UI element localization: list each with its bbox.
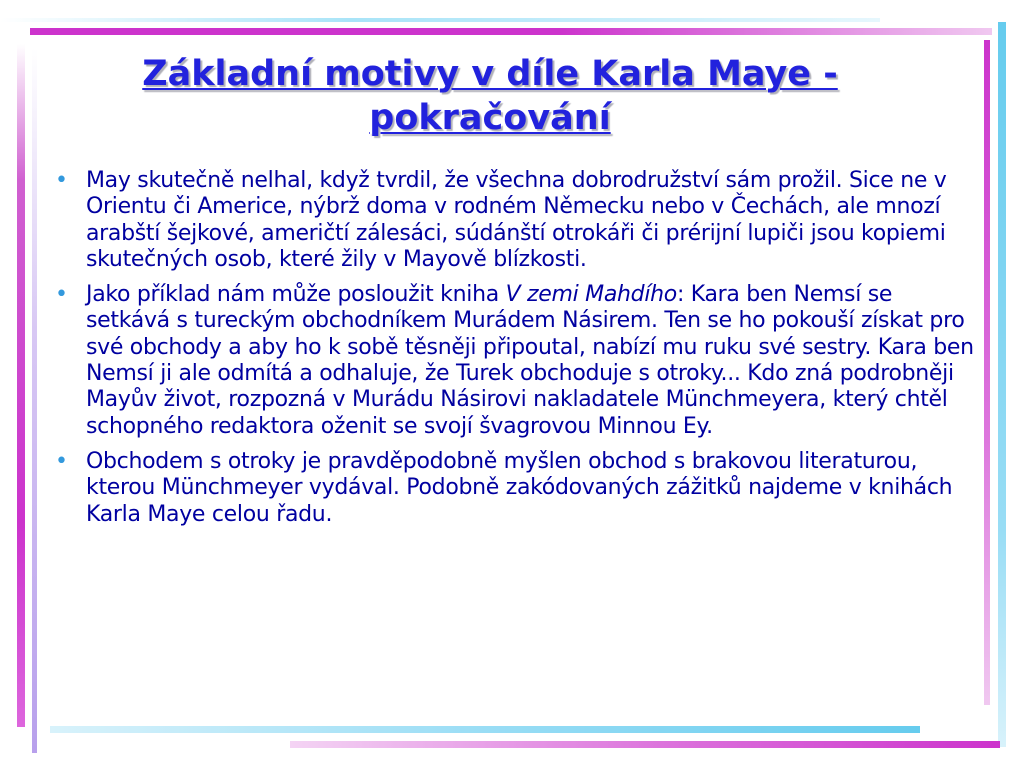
bullet-item-2 [55,282,980,440]
bullet-text: May skutečně nelhal, když tvrdil, že všechna dobrodružství sám prožil. Sice ne v Orientu či Americe, nýbrž doma v rodném Německu nebo v Čechách, ale mnozí arabští šejkové, američtí zálesáci, súdánští otrokáři či prérijní lupiči jsou kopiemi skutečných osob, které žily v Mayově blízkosti. [86,168,947,272]
bullet-list [55,168,980,537]
frame-top-cyan-bar [0,18,880,22]
bullet-item-1 [55,168,980,273]
bullet-text-before: Jako příklad nám může posloužit kniha [86,282,506,308]
bullet-text-after: : Kara ben Nemsí se setkává s tureckým obchodníkem Murádem Násirem. Ten se ho pokouší získat pro své obchody a aby ho k sobě těsněji připoutal, nabízí mu ruku své sestry. Kara ben Nemsí ji ale odmítá a odhaluje, že Turek obchoduje s otroky... Kdo zná podrobněji Mayův život, rozpozná v Murádu Násirovi nakladatele Münchmeyera, který chtěl schopného redaktora oženit se svojí švagrovou Minnou Ey. [86,282,974,439]
bullet-item-3 [55,449,980,528]
bullet-dot-icon: • [55,168,68,193]
bullet-text: Obchodem s otroky je pravděpodobně myšlen obchod s brakovou literaturou, kterou Münchmeyer vydával. Podobně zakódovaných zážitků najdeme v knihách Karla Maye celou řadu. [86,448,953,527]
frame-top-magenta-bar [30,28,992,35]
bullet-dot-icon: • [55,282,68,308]
frame-right-cyan-bar [998,22,1006,747]
frame-left-lavender-bar [32,48,37,753]
book-title: V zemi Mahdího [505,282,677,308]
frame-right-magenta-bar [984,40,990,705]
bullet-dot-icon: • [55,448,68,474]
slide-title: Základní motivy v díle Karla Maye - pokračování [142,54,838,138]
frame-left-magenta-bar [17,44,25,727]
frame-bottom-magenta-bar [290,741,1000,748]
frame-bottom-cyan-bar [50,726,920,733]
